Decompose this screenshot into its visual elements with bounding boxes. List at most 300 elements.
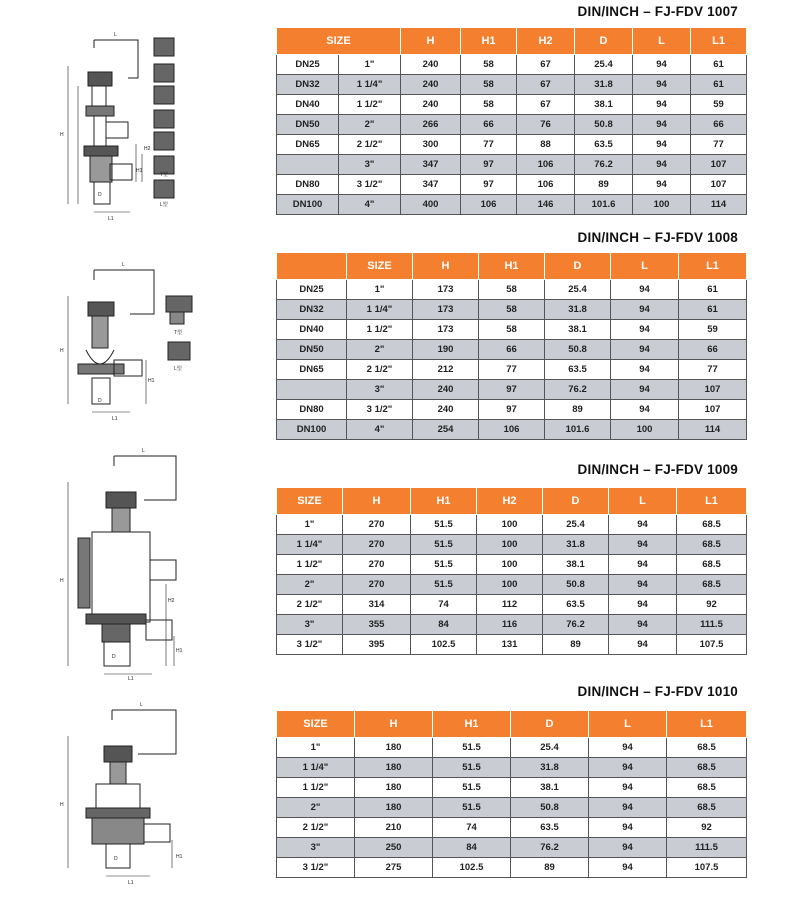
table-cell: 94 — [633, 155, 691, 175]
table-header-row — [277, 488, 747, 515]
table-cell: 2" — [277, 798, 355, 818]
col-header: L — [589, 711, 667, 738]
table-cell: 1 1/2" — [339, 95, 401, 115]
table-cell: 101.6 — [545, 420, 611, 440]
table-cell: 61 — [691, 75, 747, 95]
table-cell: 2" — [339, 115, 401, 135]
table-cell: 74 — [433, 818, 511, 838]
table-cell: 38.1 — [575, 95, 633, 115]
col-header: L — [611, 253, 679, 280]
table-cell: 180 — [355, 738, 433, 758]
table-cell: 146 — [517, 195, 575, 215]
table-cell: 76.2 — [545, 380, 611, 400]
table-cell: 3 1/2" — [339, 175, 401, 195]
dim-label-l1: L1 — [108, 216, 114, 222]
table-header-row — [277, 253, 747, 280]
table-cell: 2" — [277, 575, 343, 595]
table-cell: DN25 — [277, 280, 347, 300]
table-row — [277, 320, 747, 340]
table-cell: 114 — [691, 195, 747, 215]
col-header: SIZE — [347, 253, 413, 280]
table-cell: 1 1/2" — [277, 778, 355, 798]
dim-label-l: L — [114, 32, 117, 38]
table-cell: 355 — [343, 615, 411, 635]
table-cell: 76.2 — [543, 615, 609, 635]
fitting-label-t: T型 — [174, 330, 183, 336]
dim-label-l1: L1 — [128, 880, 134, 886]
table-cell: 51.5 — [411, 535, 477, 555]
table-cell: 94 — [609, 515, 677, 535]
table-cell: 97 — [461, 175, 517, 195]
table-cell: 173 — [413, 320, 479, 340]
table-cell: 1" — [277, 738, 355, 758]
col-header: L1 — [691, 28, 747, 55]
table-cell: 94 — [609, 615, 677, 635]
table-cell: DN100 — [277, 195, 339, 215]
spec-table-1008 — [276, 252, 747, 440]
table-cell: 25.4 — [575, 55, 633, 75]
table-row — [277, 555, 747, 575]
table-cell: 1 1/4" — [347, 300, 413, 320]
table-cell: 1 1/2" — [277, 555, 343, 575]
table-cell: 38.1 — [545, 320, 611, 340]
col-header: L1 — [677, 488, 747, 515]
section-title: DIN/INCH – FJ-FDV 1007 — [577, 4, 738, 19]
section-title: DIN/INCH – FJ-FDV 1009 — [577, 462, 738, 477]
table-cell: 68.5 — [677, 535, 747, 555]
table-cell: 38.1 — [543, 555, 609, 575]
section-title: DIN/INCH – FJ-FDV 1008 — [577, 230, 738, 245]
table-row — [277, 838, 747, 858]
table-cell: 89 — [511, 858, 589, 878]
table-cell: 100 — [477, 515, 543, 535]
table-cell: 58 — [479, 300, 545, 320]
table-cell: 94 — [609, 555, 677, 575]
dim-label-l: L — [122, 262, 125, 268]
col-header: SIZE — [277, 711, 355, 738]
table-cell: 67 — [517, 55, 575, 75]
table-cell: 68.5 — [667, 758, 747, 778]
table-row — [277, 615, 747, 635]
table-cell: 107 — [691, 175, 747, 195]
col-header: H — [413, 253, 479, 280]
table-cell: 58 — [479, 320, 545, 340]
col-header: H1 — [479, 253, 545, 280]
table-cell: 68.5 — [667, 798, 747, 818]
table-cell: 94 — [633, 175, 691, 195]
table-cell: 67 — [517, 75, 575, 95]
dim-label-h2: H2 — [144, 146, 151, 152]
fitting-label-l: L型 — [174, 366, 182, 372]
table-cell: 63.5 — [511, 818, 589, 838]
table-cell: 107 — [679, 380, 747, 400]
table-cell: 190 — [413, 340, 479, 360]
table-cell: 94 — [633, 75, 691, 95]
table-cell: 266 — [401, 115, 461, 135]
table-body — [277, 55, 747, 215]
table-row — [277, 115, 747, 135]
table-cell: 31.8 — [545, 300, 611, 320]
valve-1007-svg — [56, 26, 196, 222]
section-title: DIN/INCH – FJ-FDV 1010 — [577, 684, 738, 699]
table-cell: 107 — [679, 400, 747, 420]
dim-label-l: L — [140, 702, 143, 708]
table-cell: 25.4 — [543, 515, 609, 535]
table-cell: 68.5 — [677, 575, 747, 595]
table-cell: 400 — [401, 195, 461, 215]
table-row — [277, 380, 747, 400]
table-cell: 97 — [479, 400, 545, 420]
table-row — [277, 75, 747, 95]
table-cell: 94 — [609, 595, 677, 615]
col-header: D — [545, 253, 611, 280]
table-cell: 92 — [677, 595, 747, 615]
col-header: D — [511, 711, 589, 738]
table-cell: 2 1/2" — [339, 135, 401, 155]
table-cell: 114 — [679, 420, 747, 440]
table-cell: 94 — [609, 575, 677, 595]
table-cell: DN40 — [277, 320, 347, 340]
table-cell: 66 — [691, 115, 747, 135]
table-cell — [277, 155, 339, 175]
table-cell: 97 — [479, 380, 545, 400]
table-cell: 92 — [667, 818, 747, 838]
table-cell: 25.4 — [545, 280, 611, 300]
table-row — [277, 778, 747, 798]
table-cell: 102.5 — [433, 858, 511, 878]
col-header: L — [633, 28, 691, 55]
table-cell: 50.8 — [575, 115, 633, 135]
table-cell: 77 — [461, 135, 517, 155]
table-header-row — [277, 711, 747, 738]
valve-drawing-1008 — [56, 256, 206, 426]
table-row — [277, 575, 747, 595]
valve-1010-svg — [56, 696, 196, 886]
table-cell: 116 — [477, 615, 543, 635]
table-cell — [277, 380, 347, 400]
table-row — [277, 55, 747, 75]
table-cell: 111.5 — [677, 615, 747, 635]
table-cell: 94 — [611, 300, 679, 320]
table-cell: 3 1/2" — [347, 400, 413, 420]
table-row — [277, 175, 747, 195]
table-cell: 51.5 — [411, 555, 477, 575]
table-cell: 76.2 — [511, 838, 589, 858]
table-row — [277, 280, 747, 300]
table-cell: 58 — [461, 95, 517, 115]
table-cell: 106 — [517, 155, 575, 175]
dim-label-h: H — [60, 578, 64, 584]
table-cell: 100 — [477, 575, 543, 595]
col-header: H2 — [477, 488, 543, 515]
table-cell: DN32 — [277, 75, 339, 95]
table-cell: DN80 — [277, 175, 339, 195]
table-cell: 94 — [589, 818, 667, 838]
table-cell: 1" — [347, 280, 413, 300]
table-cell: DN32 — [277, 300, 347, 320]
table-cell: 66 — [679, 340, 747, 360]
table-cell: 3 1/2" — [277, 858, 355, 878]
table-cell: 240 — [413, 400, 479, 420]
table-cell: 275 — [355, 858, 433, 878]
table-cell: 67 — [517, 95, 575, 115]
table-cell: 31.8 — [511, 758, 589, 778]
table-cell: 63.5 — [543, 595, 609, 615]
table-row — [277, 360, 747, 380]
dim-label-d: D — [98, 398, 102, 404]
table-cell: 106 — [479, 420, 545, 440]
table-cell: 1" — [339, 55, 401, 75]
table-cell: DN50 — [277, 340, 347, 360]
table-cell: 270 — [343, 555, 411, 575]
table-cell: 2 1/2" — [277, 595, 343, 615]
table-cell: 68.5 — [677, 555, 747, 575]
table-cell: 106 — [461, 195, 517, 215]
table-cell: DN65 — [277, 360, 347, 380]
dim-label-h1: H1 — [176, 648, 183, 654]
table-cell: 94 — [611, 320, 679, 340]
table-row — [277, 195, 747, 215]
table-row — [277, 155, 747, 175]
table-cell: 270 — [343, 535, 411, 555]
col-header: H1 — [411, 488, 477, 515]
table-cell: 94 — [609, 535, 677, 555]
table-cell: 94 — [633, 135, 691, 155]
table-cell: 107.5 — [667, 858, 747, 878]
table-cell: 51.5 — [433, 738, 511, 758]
table-cell: 94 — [633, 115, 691, 135]
table-cell: 300 — [401, 135, 461, 155]
table-row — [277, 758, 747, 778]
table-cell: 31.8 — [575, 75, 633, 95]
table-row — [277, 135, 747, 155]
table-cell: 31.8 — [543, 535, 609, 555]
table-cell: 1 1/4" — [277, 535, 343, 555]
dim-label-h: H — [60, 132, 64, 138]
table-row — [277, 340, 747, 360]
table-cell: 240 — [401, 55, 461, 75]
table-cell: 88 — [517, 135, 575, 155]
table-cell: 240 — [401, 95, 461, 115]
valve-drawing-1009 — [56, 442, 196, 682]
table-cell: 180 — [355, 758, 433, 778]
table-cell: 68.5 — [667, 738, 747, 758]
valve-drawing-1010 — [56, 696, 196, 886]
table-cell: 68.5 — [667, 778, 747, 798]
table-cell: 94 — [589, 738, 667, 758]
table-cell: 68.5 — [677, 515, 747, 535]
table-cell: 3" — [277, 838, 355, 858]
table-cell: 61 — [679, 280, 747, 300]
col-header: H — [401, 28, 461, 55]
spec-table-1007 — [276, 27, 747, 215]
dim-label-d: D — [98, 192, 102, 198]
table-cell: 100 — [477, 555, 543, 575]
dim-label-l1: L1 — [128, 676, 134, 682]
dim-label-h: H — [60, 348, 64, 354]
table-cell: 94 — [611, 400, 679, 420]
table-cell: 111.5 — [667, 838, 747, 858]
col-header: H — [355, 711, 433, 738]
table-cell: 51.5 — [411, 575, 477, 595]
table-cell: 59 — [679, 320, 747, 340]
table-cell: 1" — [277, 515, 343, 535]
table-cell: 58 — [461, 75, 517, 95]
table-row — [277, 300, 747, 320]
col-header: SIZE — [277, 488, 343, 515]
spec-table-1010 — [276, 710, 747, 878]
table-cell: 58 — [461, 55, 517, 75]
table-cell: 173 — [413, 280, 479, 300]
table-cell: 84 — [433, 838, 511, 858]
table-row — [277, 738, 747, 758]
table-row — [277, 635, 747, 655]
table-cell: 254 — [413, 420, 479, 440]
table-cell: 61 — [691, 55, 747, 75]
table-cell: 107 — [691, 155, 747, 175]
table-cell: 240 — [413, 380, 479, 400]
table-cell: 102.5 — [411, 635, 477, 655]
table-cell: 100 — [611, 420, 679, 440]
table-cell: 94 — [589, 838, 667, 858]
table-cell: 94 — [589, 758, 667, 778]
col-header: L — [609, 488, 677, 515]
table-cell: 25.4 — [511, 738, 589, 758]
table-cell: 107.5 — [677, 635, 747, 655]
table-body — [277, 738, 747, 878]
table-cell: 212 — [413, 360, 479, 380]
table-cell: 395 — [343, 635, 411, 655]
table-cell: 76 — [517, 115, 575, 135]
table-cell: 2" — [347, 340, 413, 360]
table-cell: 50.8 — [511, 798, 589, 818]
table-cell: 1 1/2" — [347, 320, 413, 340]
table-cell: 76.2 — [575, 155, 633, 175]
table-row — [277, 798, 747, 818]
table-cell: 131 — [477, 635, 543, 655]
dim-label-l: L — [142, 448, 145, 454]
table-cell: 51.5 — [433, 798, 511, 818]
table-cell: 59 — [691, 95, 747, 115]
table-cell: 50.8 — [545, 340, 611, 360]
table-cell: 94 — [633, 95, 691, 115]
dim-label-d: D — [114, 856, 118, 862]
dim-label-l1: L1 — [112, 416, 118, 422]
table-cell: 51.5 — [411, 515, 477, 535]
table-cell: 347 — [401, 155, 461, 175]
col-header: H1 — [433, 711, 511, 738]
table-cell: DN80 — [277, 400, 347, 420]
table-cell: 3" — [277, 615, 343, 635]
fitting-label-t: T型 — [160, 172, 169, 178]
table-body — [277, 515, 747, 655]
table-cell: DN65 — [277, 135, 339, 155]
col-header: D — [543, 488, 609, 515]
col-header: L1 — [679, 253, 747, 280]
dim-label-h2: H2 — [168, 598, 175, 604]
table-row — [277, 420, 747, 440]
table-cell: 89 — [543, 635, 609, 655]
table-cell: 94 — [589, 778, 667, 798]
table-cell: 38.1 — [511, 778, 589, 798]
table-row — [277, 858, 747, 878]
table-cell: DN50 — [277, 115, 339, 135]
col-header — [277, 253, 347, 280]
valve-1008-svg — [56, 256, 206, 426]
table-cell: 63.5 — [575, 135, 633, 155]
table-cell: 66 — [479, 340, 545, 360]
table-cell: DN25 — [277, 55, 339, 75]
table-cell: 66 — [461, 115, 517, 135]
table-cell: 94 — [611, 340, 679, 360]
table-cell: 180 — [355, 798, 433, 818]
spec-table-1009 — [276, 487, 747, 655]
table-cell: 100 — [477, 535, 543, 555]
table-cell: 97 — [461, 155, 517, 175]
table-cell: 2 1/2" — [347, 360, 413, 380]
table-cell: 74 — [411, 595, 477, 615]
table-cell: 112 — [477, 595, 543, 615]
table-cell: 77 — [679, 360, 747, 380]
table-cell: 84 — [411, 615, 477, 635]
col-header: L1 — [667, 711, 747, 738]
table-cell: 3" — [347, 380, 413, 400]
col-header: H — [343, 488, 411, 515]
dim-label-d: D — [112, 654, 116, 660]
table-cell: 347 — [401, 175, 461, 195]
table-cell: 4" — [339, 195, 401, 215]
table-row — [277, 95, 747, 115]
table-cell: 89 — [545, 400, 611, 420]
table-cell: 94 — [611, 280, 679, 300]
table-cell: 94 — [611, 380, 679, 400]
table-row — [277, 515, 747, 535]
table-cell: 77 — [691, 135, 747, 155]
table-cell: 94 — [589, 798, 667, 818]
fitting-label-l: L型 — [160, 202, 168, 208]
valve-drawing-1007 — [56, 26, 196, 222]
table-cell: 94 — [633, 55, 691, 75]
table-cell: 100 — [633, 195, 691, 215]
dim-label-h1: H1 — [136, 168, 143, 174]
table-cell: 77 — [479, 360, 545, 380]
table-cell: 240 — [401, 75, 461, 95]
table-cell: 270 — [343, 515, 411, 535]
table-header-row — [277, 28, 747, 55]
table-cell: 94 — [589, 858, 667, 878]
col-header: H2 — [517, 28, 575, 55]
table-cell: 58 — [479, 280, 545, 300]
table-cell: 101.6 — [575, 195, 633, 215]
table-cell: 3" — [339, 155, 401, 175]
valve-1009-svg — [56, 442, 196, 682]
table-cell: 63.5 — [545, 360, 611, 380]
col-header: H1 — [461, 28, 517, 55]
table-cell: 1 1/4" — [277, 758, 355, 778]
table-cell: 180 — [355, 778, 433, 798]
table-cell: 314 — [343, 595, 411, 615]
table-row — [277, 400, 747, 420]
col-header: D — [575, 28, 633, 55]
table-cell: DN100 — [277, 420, 347, 440]
table-cell: 4" — [347, 420, 413, 440]
table-cell: 89 — [575, 175, 633, 195]
table-cell: 106 — [517, 175, 575, 195]
table-cell: 51.5 — [433, 758, 511, 778]
table-cell: 94 — [611, 360, 679, 380]
table-body — [277, 280, 747, 440]
table-cell: 50.8 — [543, 575, 609, 595]
